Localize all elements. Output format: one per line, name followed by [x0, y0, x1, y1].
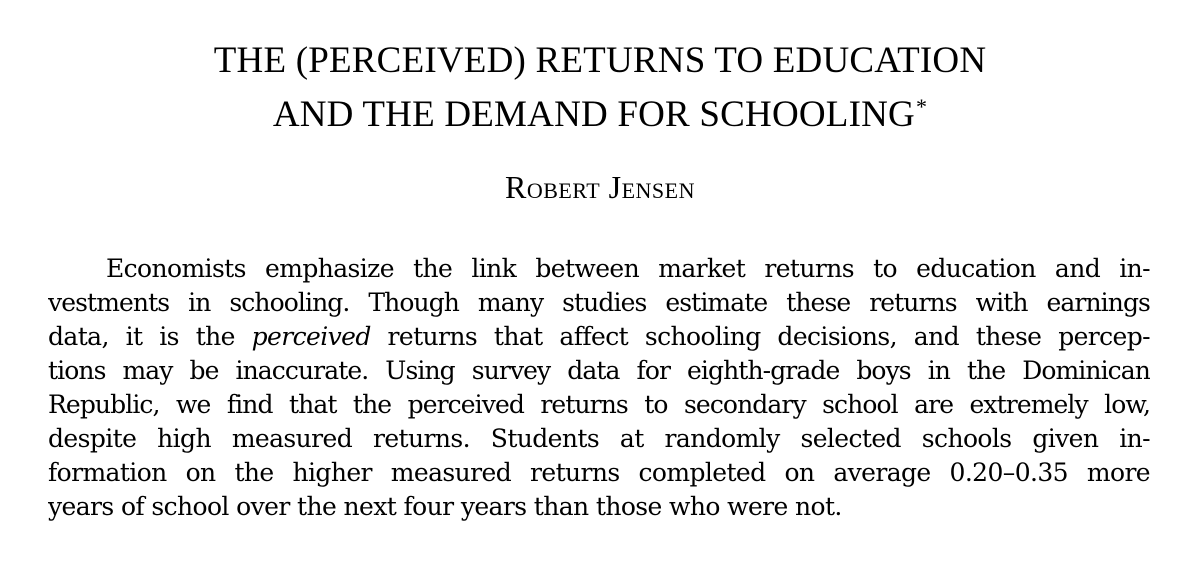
author-name: Robert Jensen [505, 169, 695, 205]
abstract-line-7: formation on the higher measured returns completed on average 0.20–0.35 more [48, 458, 1150, 487]
title-footnote-mark: * [915, 94, 928, 119]
abstract-line-3-start: data, it is the [48, 322, 252, 351]
abstract-line-6: despite high measured returns. Students at randomly selected schools given in- [48, 424, 1150, 453]
abstract-line-3-end: returns that affect schooling decisions, and these percep- [370, 322, 1150, 351]
paper-title-line-2-text: AND THE DEMAND FOR SCHOOLING [272, 94, 915, 135]
abstract-line-1: Economists emphasize the link between market returns to education and in- [106, 254, 1150, 283]
abstract [48, 252, 1150, 524]
abstract-line-5: Republic, we find that the perceived returns to secondary school are extremely low, [48, 390, 1150, 419]
abstract-line-2: vestments in schooling. Though many studies estimate these returns with earnings [48, 288, 1150, 317]
abstract-line-4: tions may be inaccurate. Using survey data for eighth-grade boys in the Dominican [48, 356, 1150, 385]
paper-title-line-1-text: THE (PERCEIVED) RETURNS TO EDUCATION [213, 40, 987, 81]
abstract-line-3 [48, 320, 1150, 354]
abstract-line-8: years of school over the next four years than those who were not. [48, 492, 842, 521]
paper-title-line-2 [0, 92, 1200, 142]
paper-title-line-1 [0, 38, 1200, 84]
abstract-emphasis-perceived: perceived [251, 322, 371, 351]
